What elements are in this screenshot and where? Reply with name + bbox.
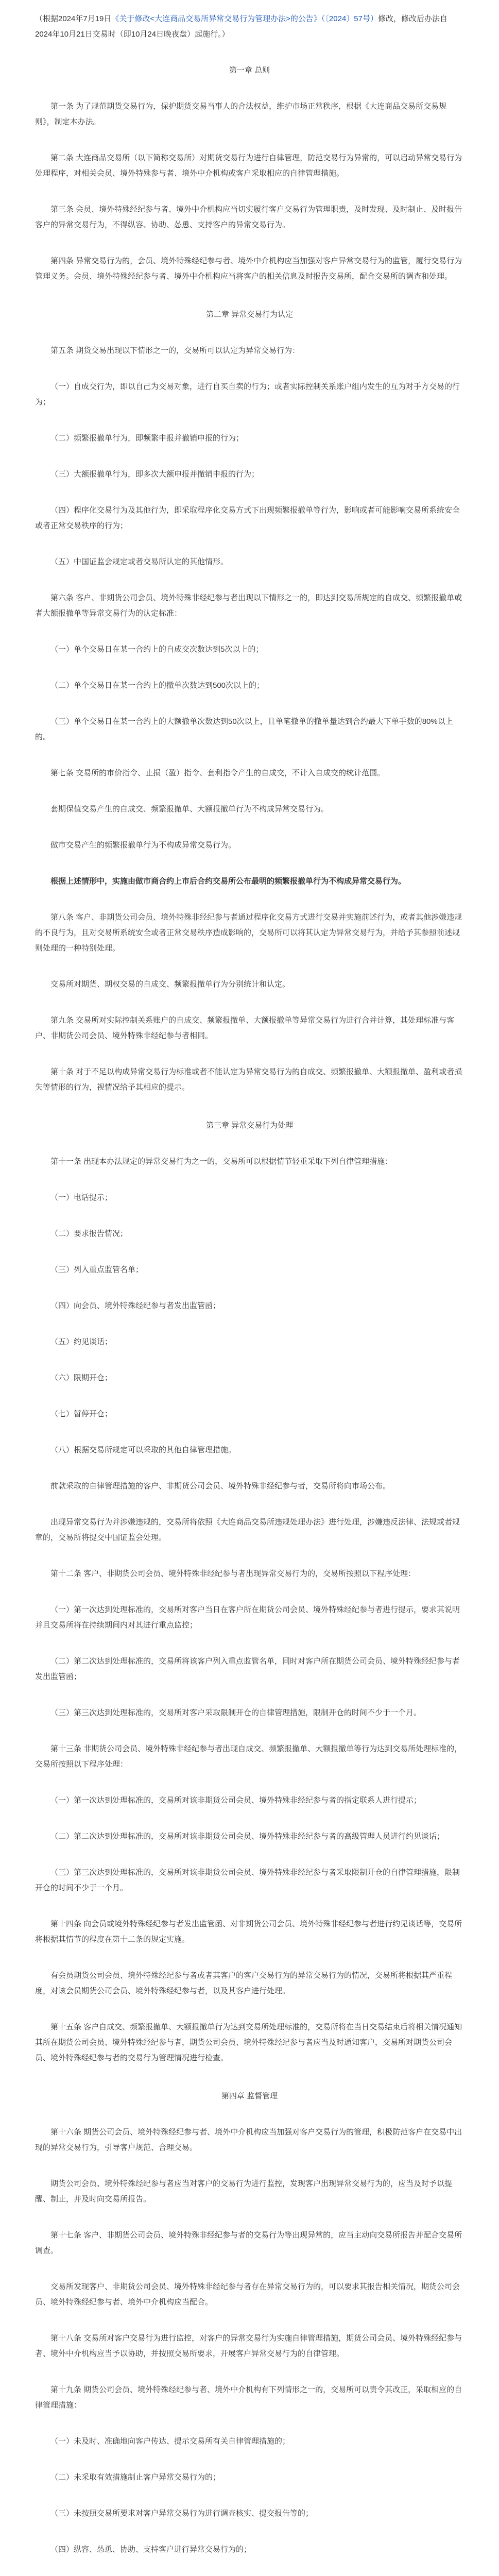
- article-paragraph: （四）向会员、境外特殊经纪参与者发出监管函；: [50, 1301, 221, 1310]
- article-paragraph: 第八条 客户、非期货公司会员、境外特殊非经纪参与者通过程序化交易方式进行交易并实施前述行为，或者其他涉嫌违规的不良行为，且对交易所系统安全或者正常交易秩序造成影响的，交易所可以将其认定为异常交易行为，并给予其参照前述规则处理的一种特别处理。: [35, 913, 462, 953]
- article-paragraph: 交易所对期货、期权交易的自成交、频繁报撤单行为分别统计和认定。: [50, 980, 290, 989]
- article-paragraph: （四）纵容、怂恿、协助、支持客户进行异常交易行为的；: [50, 2545, 252, 2554]
- article-paragraph: 第十五条 客户自成交、频繁报撤单、大额报撤单行为达到交易所处理标准的，交易所将在当日交易结束后将相关情况通知其所在期货公司会员、境外特殊经纪参与者，期货公司会员、境外特殊经纪参与者应当及时通知客户，交易所对期货公司会员、境外特殊经纪参与者的交易行为管理情况进行检查。: [35, 2023, 462, 2062]
- article-paragraph: （二）频繁报撤单行为，即频繁申报并撤销申报的行为；: [50, 434, 244, 443]
- article-paragraph: 第三条 会员、境外特殊经纪参与者、境外中介机构应当切实履行客户交易行为管理职责，及时发现、及时制止、及时报告客户的异常交易行为，不得纵容、协助、怂恿、支持客户的异常交易行为。: [35, 205, 462, 229]
- chapter-heading: 第三章 异常交易行为处理: [205, 1121, 294, 1130]
- article-paragraph: 根据上述情形中，实施由做市商合约上市后合约交易所公布最明的频繁报撤单行为不构成异常交易行为。: [50, 877, 406, 886]
- article-paragraph: （一）未及时、准确地向客户传达、提示交易所有关自律管理措施的；: [50, 2437, 290, 2446]
- article-paragraph: （一）自成交行为，即以自己为交易对象，进行自买自卖的行为；或者实际控制关系账户组内发生的互为对手方交易的行为；: [35, 382, 460, 406]
- article-paragraph: 第十条 对于不足以构成异常交易行为标准或者不能认定为异常交易行为的自成交、频繁报撤单、大额报撤单、盈利或者损失等情形的行为，视情况给予其相应的提示。: [35, 1067, 462, 1092]
- revision-note-suffix: 修改，修改后办法自2024年10月21日交易时（即10月24日晚夜盘）起施行。）: [35, 14, 448, 39]
- article-paragraph: 第十七条 客户、非期货公司会员、境外特殊非经纪参与者的交易行为等出现异常的，应当主动向交易所报告并配合交易所调查。: [35, 2231, 462, 2255]
- article-paragraph: 第九条 交易所对实际控制关系账户的自成交、频繁报撤单、大额报撤单等异常交易行为进行合并计算，其处理标准与客户、非期货公司会员、境外特殊非经纪参与者相同。: [35, 1016, 455, 1040]
- article-paragraph: （一）第一次达到处理标准的，交易所对客户当日在客户所在期货公司会员、境外特殊经纪参与者进行提示，要求其说明并且交易所将在持续期间内对其进行重点监控；: [35, 1605, 460, 1630]
- regulation-body: [35, 63, 464, 2576]
- article-paragraph: 第一条 为了规范期货交易行为，保护期货交易当事人的合法权益，维护市场正常秩序，根据《大连商品交易所交易规则》，制定本办法。: [35, 102, 447, 126]
- article-paragraph: 做市交易产生的频繁报撤单行为不构成异常交易行为。: [50, 841, 236, 850]
- article-paragraph: 第十三条 非期货公司会员、境外特殊非经纪参与者出现自成交、频繁报撤单、大额报撤单等行为达到交易所处理标准的，交易所按照以下程序处理：: [35, 1744, 462, 1769]
- article-paragraph: （二）未采取有效措施制止客户异常交易行为的；: [50, 2473, 221, 2482]
- chapter-heading: 第二章 异常交易行为认定: [205, 310, 294, 319]
- article-paragraph: （四）程序化交易行为及其他行为，即采取程序化交易方式下出现频繁报撤单等行为，影响或者可能影响交易所系统安全或者正常交易秩序的行为；: [35, 506, 460, 530]
- article-paragraph: 第十九条 期货公司会员、境外特殊经纪参与者、境外中介机构有下列情形之一的，交易所可以责令其改正，采取相应的自律管理措施：: [35, 2385, 462, 2410]
- article-paragraph: 第六条 客户、非期货公司会员、境外特殊非经纪参与者出现以下情形之一的，即达到交易所规定的自成交、频繁报撤单或者大额报撤单等异常交易行为的认定标准：: [35, 594, 462, 618]
- article-paragraph: 第十八条 交易所对客户交易行为进行监控，对客户的异常交易行为实施自律管理措施，期货公司会员、境外特殊经纪参与者、境外中介机构应当予以协助，并按照交易所要求，开展客户异常交易行为的自律管理。: [35, 2334, 462, 2358]
- article-paragraph: 第五条 期货交易出现以下情形之一的，交易所可以认定为异常交易行为：: [50, 346, 300, 355]
- article-paragraph: 交易所发现客户、非期货公司会员、境外特殊非经纪参与者存在异常交易行为的，可以要求其报告相关情况，期货公司会员、境外特殊经纪参与者、境外中介机构应当配合。: [35, 2282, 460, 2307]
- article-paragraph: 套期保值交易产生的自成交、频繁报撤单、大额报撤单行为不构成异常交易行为。: [50, 805, 329, 814]
- article-paragraph: 期货公司会员、境外特殊经纪参与者应当对客户的交易行为进行监控，发现客户出现异常交易行为的，应当及时予以提醒、制止，并及时向交易所报告。: [35, 2179, 453, 2204]
- article-paragraph: 第十一条 出现本办法规定的异常交易行为之一的，交易所可以根据情节轻重采取下列自律管理措施：: [50, 1157, 393, 1166]
- article-paragraph: 第二条 大连商品交易所（以下简称交易所）对期货交易行为进行自律管理，防范交易行为异常的，可以启动异常交易行为处理程序，对相关会员、境外特殊参与者、境外中介机构或客户采取相应的自律管理措施。: [35, 154, 462, 178]
- article-paragraph: 第十二条 客户、非期货公司会员、境外特殊非经纪参与者出现异常交易行为的，交易所按照以下程序处理：: [50, 1569, 416, 1578]
- article-paragraph: 第十四条 向会员或境外特殊经纪参与者发出监管函、对非期货公司会员、境外特殊非经纪参与者进行约见谈话等，交易所将根据其情节的程度在第十二条的规定实施。: [35, 1920, 462, 1944]
- article-paragraph: （五）中国证监会规定或者交易所认定的其他情形。: [50, 557, 229, 566]
- article-paragraph: 第十六条 期货公司会员、境外特殊经纪参与者、境外中介机构应当加强对客户交易行为的管理，积极防范客户在交易中出现的异常交易行为，引导客户规范、合理交易。: [35, 2128, 462, 2152]
- article-paragraph: （三）列入重点监管名单；: [50, 1265, 144, 1274]
- article-paragraph: （一）第一次达到处理标准的，交易所对该非期货公司会员、境外特殊非经纪参与者的指定联系人进行提示；: [50, 1796, 422, 1805]
- article-paragraph: （二）单个交易日在某一合约上的撤单次数达到500次以上的；: [50, 681, 265, 690]
- article-paragraph: （二）第二次达到处理标准的，交易所将该客户列入重点监管名单，同时对客户所在期货公司会员、境外特殊经纪参与者发出监管函；: [35, 1657, 460, 1681]
- chapter-heading: 第一章 总则: [229, 66, 270, 75]
- article-paragraph: 出现异常交易行为并涉嫌违规的，交易所将依照《大连商品交易所违规处理办法》进行处理，涉嫌违反法律、法规或者规章的，交易所将提交中国证监会处理。: [35, 1518, 460, 1542]
- article-paragraph: （五）约见谈话；: [50, 1337, 113, 1346]
- article-paragraph: 前款采取的自律管理措施的客户、非期货公司会员、境外特殊非经纪参与者，交易所将向市场公布。: [50, 1482, 391, 1490]
- article-paragraph: （七）暂停开仓；: [50, 1410, 113, 1418]
- article-paragraph: （三）单个交易日在某一合约上的大额撤单次数达到50次以上，且单笔撤单的撤单量达到合约最大下单手数的80%以上的。: [35, 717, 453, 741]
- article-paragraph: （二）要求报告情况；: [50, 1229, 128, 1238]
- article-paragraph: （三）未按照交易所要求对客户异常交易行为进行调查核实、提交报告等的；: [50, 2509, 314, 2518]
- revision-note-prefix: （根据2024年7月19日: [35, 14, 112, 23]
- article-paragraph: （三）大额报撤单行为，即多次大额申报并撤销申报的行为；: [50, 470, 260, 479]
- article-paragraph: 有会员期货公司会员、境外特殊经纪参与者或者其客户的客户交易行为的异常交易行为的情况，交易所将根据其严重程度，对该会员期货公司会员、境外特殊经纪参与者，以及其客户进行处理。: [35, 1971, 453, 1995]
- article-paragraph: （八）根据交易所规定可以采取的其他自律管理措施。: [50, 1446, 236, 1454]
- article-paragraph: （一）单个交易日在某一合约上的自成交次数达到5次以上的；: [50, 645, 264, 654]
- article-paragraph: 第四条 异常交易行为的，会员、境外特殊经纪参与者、境外中介机构应当加强对客户异常交易行为的监管，履行交易行为管理义务。会员、境外特殊经纪参与者、境外中介机构应当将客户的相关信息及时报告交易所，配合交易所的调查和处理。: [35, 257, 462, 281]
- chapter-heading: 第四章 监督管理: [221, 2092, 278, 2100]
- article-paragraph: （一）电话提示；: [50, 1193, 113, 1202]
- article-paragraph: （二）第二次达到处理标准的，交易所对该非期货公司会员、境外特殊非经纪参与者的高级管理人员进行约见谈话；: [50, 1832, 445, 1841]
- article-paragraph: （三）第三次达到处理标准的，交易所对客户采取限制开仓的自律管理措施，限制开仓的时间不少于一个月。: [50, 1708, 422, 1717]
- article-paragraph: （三）第三次达到处理标准的，交易所对该非期货公司会员、境外特殊非经纪参与者采取限制开仓的自律管理措施，限制开仓的时间不少于一个月。: [35, 1868, 460, 1892]
- article-paragraph: 第七条 交易所的市价指令、止损（盈）指令、套利指令产生的自成交，不计入自成交的统计范围。: [50, 769, 385, 777]
- article-paragraph: （六）限期开仓；: [50, 1374, 113, 1382]
- revision-announcement-link[interactable]: 《关于修改<大连商品交易所异常交易行为管理办法>的公告》（〔2024〕57号）: [111, 14, 378, 23]
- revision-note: [35, 11, 464, 42]
